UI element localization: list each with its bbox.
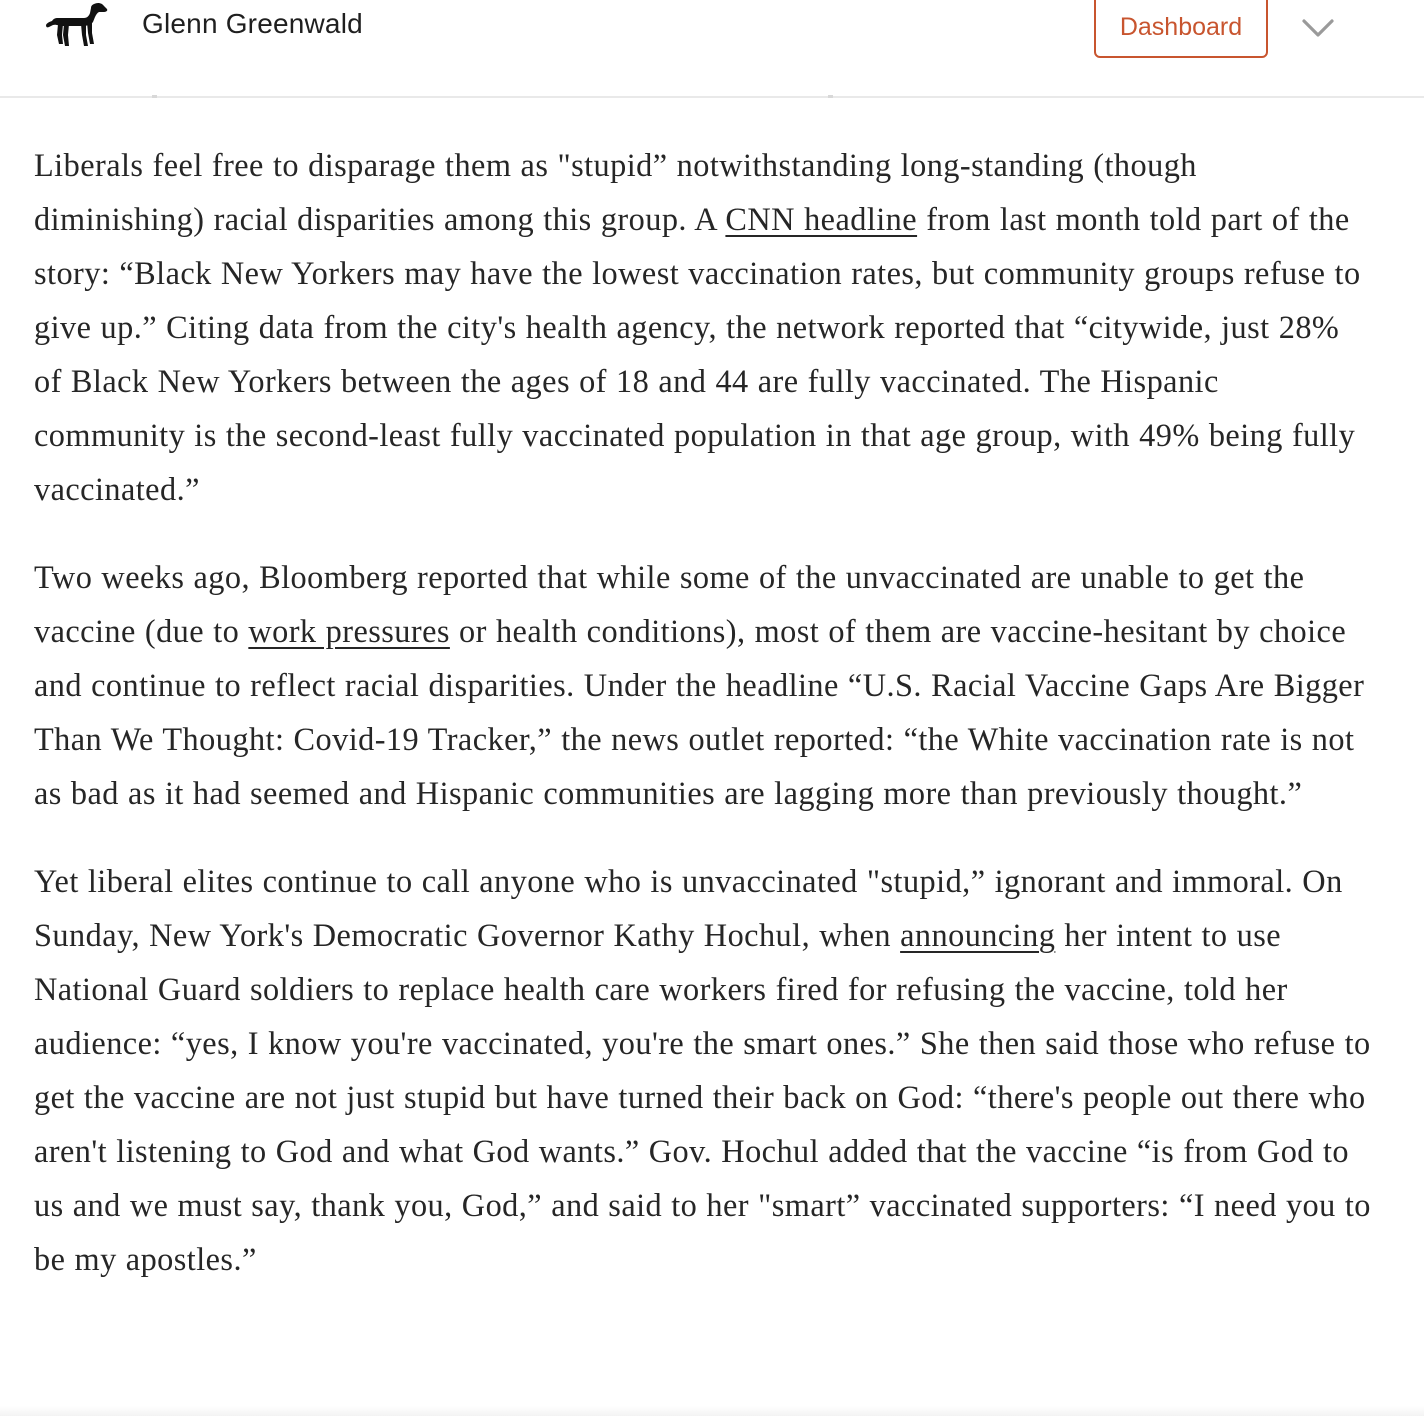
- dashboard-button[interactable]: Dashboard: [1094, 0, 1268, 58]
- dog-silhouette-icon[interactable]: [44, 2, 108, 48]
- announcing-link[interactable]: announcing: [900, 917, 1056, 953]
- page-bottom-edge: [0, 1406, 1424, 1416]
- paragraph-text: Two weeks ago, Bloomberg reported that while some of the unvaccinated are unable to get the vaccine (due to: [34, 559, 1305, 649]
- paragraph-text: from last month told part of the story: “Black New Yorkers may have the lowest vaccination rates, but community groups refuse to give up.” Citing data from the city's health agency, the network reported that “citywide, just 28% of Black New Yorkers between the ages of 18 and 44 are fully vaccinated. The Hispanic community is the second-least fully vaccinated population in that age group, with 49% being fully vaccinated.”: [34, 201, 1361, 507]
- article-paragraph: [34, 550, 1374, 820]
- publication-name[interactable]: Glenn Greenwald: [142, 8, 363, 39]
- top-nav-bar: [0, 0, 1424, 98]
- paragraph-text: Yet liberal elites continue to call anyone who is unvaccinated "stupid,” ignorant and immoral. On Sunday, New York's Democratic Governor Kathy Hochul, when: [34, 863, 1343, 953]
- work-pressures-link[interactable]: work pressures: [248, 613, 450, 649]
- paragraph-text: her intent to use National Guard soldiers to replace health care workers fired for refusing the vaccine, told her audience: “yes, I know you're vaccinated, you're the smart ones.” She then said those who refuse to get the vaccine are not just stupid but have turned their back on God: “there's people out there who aren't listening to God and what God wants.” Gov. Hochul added that the vaccine “is from God to us and we must say, thank you, God,” and said to her "smart” vaccinated supporters: “I need you to be my apostles.”: [34, 917, 1371, 1277]
- article-paragraph: [34, 854, 1374, 1286]
- paragraph-text: or health conditions), most of them are vaccine-hesitant by choice and continue to reflect racial disparities. Under the headline “U.S. Racial Vaccine Gaps Are Bigger Than We Thought: Covid-19 Tracker,” the news outlet reported: “the White vaccination rate is not as bad as it had seemed and Hispanic communities are lagging more than previously thought.”: [34, 613, 1365, 811]
- paragraph-text: Liberals feel free to disparage them as "stupid” notwithstanding long-standing (though diminishing) racial disparities among this group. A: [34, 147, 1197, 237]
- article-paragraph: [34, 138, 1374, 516]
- chevron-down-icon[interactable]: [1300, 14, 1336, 40]
- cnn-headline-link[interactable]: CNN headline: [725, 201, 918, 237]
- article-body: [34, 138, 1374, 1320]
